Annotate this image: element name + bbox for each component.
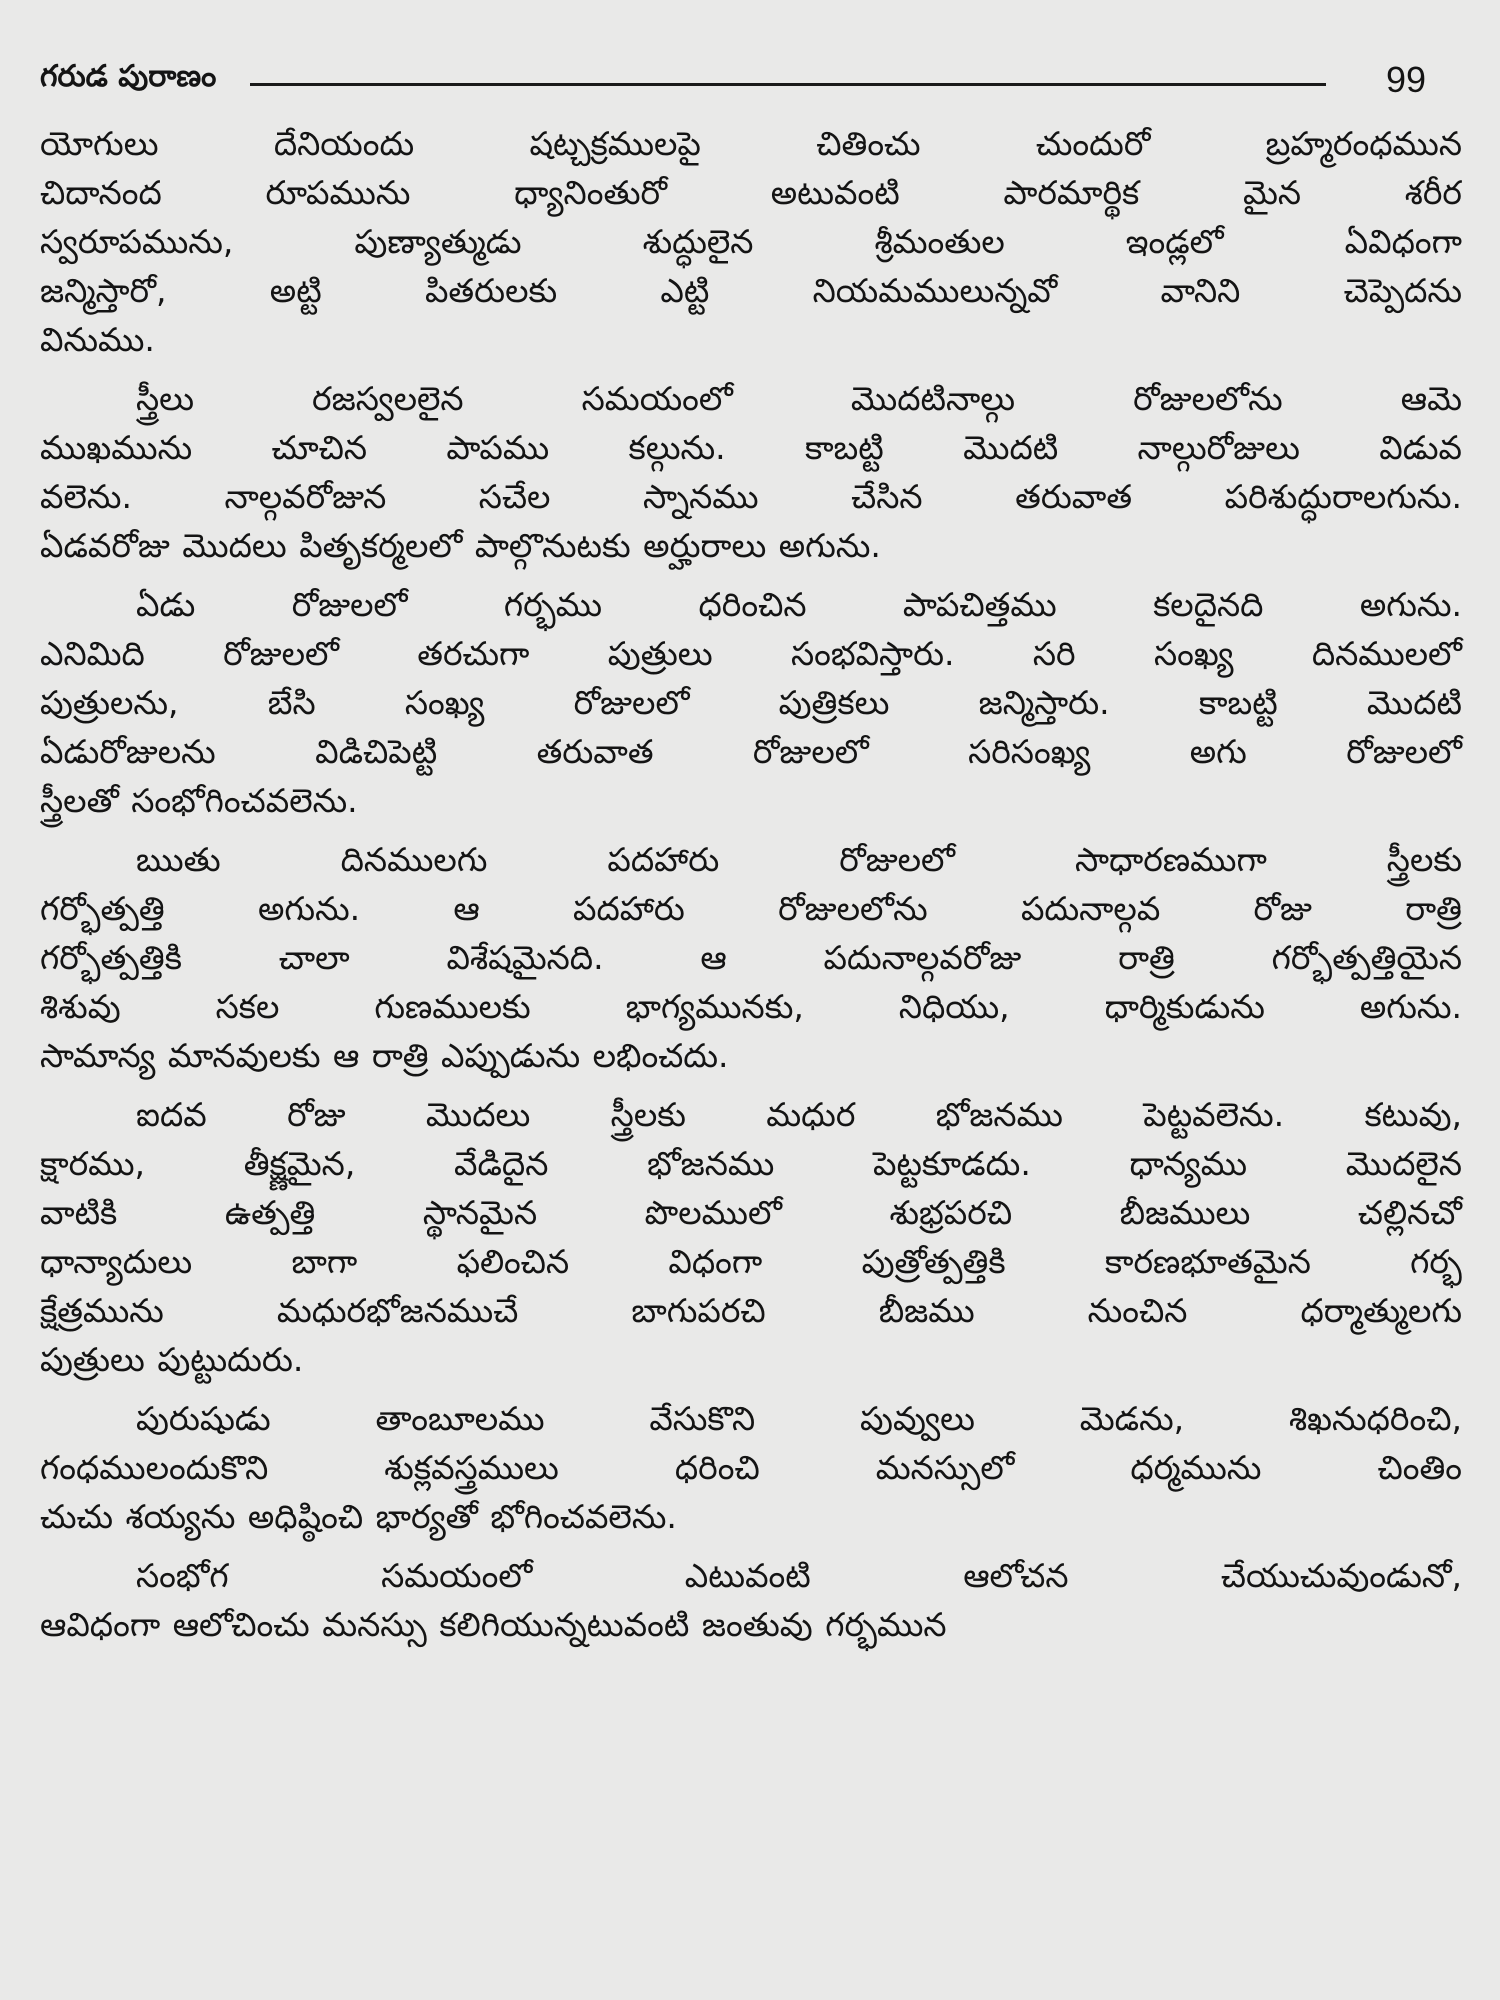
paragraph xyxy=(40,374,1462,570)
text-line: ధాన్యాదులు బాగా ఫలించిన విధంగా పుత్రోత్పత్తికి కారణభూతమైన గర్భ xyxy=(40,1242,1462,1281)
paragraph xyxy=(40,1394,1462,1541)
text-line: సామాన్య మానవులకు ఆ రాత్రి ఎప్పుడును లభించదు. xyxy=(40,1036,729,1075)
page-number: 99 xyxy=(1385,59,1426,100)
text-line: ఎనిమిది రోజులలో తరచుగా పుత్రులు సంభవిస్తారు. సరి సంఖ్య దినములలో xyxy=(40,634,1462,673)
text-line: పురుషుడు తాంబూలము వేసుకొని పువ్వులు మెడను, శిఖనుధరించి, xyxy=(136,1399,1462,1438)
text-line: శిశువు సకల గుణములకు భాగ్యమునకు, నిధియు, ధార్మికుడును అగును. xyxy=(40,987,1462,1026)
text-line: ముఖమును చూచిన పాపము కల్గును. కాబట్టి మొదటి నాల్గురోజులు విడువ xyxy=(40,428,1462,467)
paragraph xyxy=(40,119,1462,364)
text-line: స్వరూపమును, పుణ్యాత్ముడు శుద్ధులైన శ్రీమంతుల ఇండ్లలో ఏవిధంగా xyxy=(40,222,1462,261)
text-line: గర్భోత్పత్తి అగును. ఆ పదహారు రోజులలోను పదునాల్గవ రోజు రాత్రి xyxy=(40,889,1462,928)
text-line: క్షారము, తీక్ష్ణమైన, వేడిదైన భోజనము పెట్టకూడదు. ధాన్యము మొదలైన xyxy=(40,1144,1462,1183)
paragraph xyxy=(40,1090,1462,1384)
paragraph xyxy=(40,1551,1462,1649)
paragraph xyxy=(40,580,1462,825)
text-line: సంభోగ సమయంలో ఎటువంటి ఆలోచన చేయుచువుండునో, xyxy=(136,1556,1462,1595)
text-line: స్త్రీలు రజస్వలలైన సమయంలో మొదటినాల్గు రోజులలోను ఆమె xyxy=(136,379,1462,418)
text-line: చుచు శయ్యను అధిష్ఠించి భార్యతో భోగించవలెను. xyxy=(40,1497,677,1536)
header-rule xyxy=(250,83,1326,86)
text-line: వలెను. నాల్గవరోజున సచేల స్నానము చేసిన తరువాత పరిశుద్ధురాలగును. xyxy=(40,477,1462,516)
text-line: పుత్రులు పుట్టుదురు. xyxy=(40,1340,304,1379)
text-line: ఐదవ రోజు మొదలు స్త్రీలకు మధుర భోజనము పెట్టవలెను. కటువు, xyxy=(136,1095,1462,1134)
text-line: పుత్రులను, బేసి సంఖ్య రోజులలో పుత్రికలు జన్మిస్తారు. కాబట్టి మొదటి xyxy=(40,683,1462,722)
text-line: యోగులు దేనియందు షట్చక్రములపై చితించు చుందురో బ్రహ్మరంధమున xyxy=(40,124,1462,163)
text-line: వినుము. xyxy=(40,320,155,359)
text-line: గంధములందుకొని శుక్లవస్త్రములు ధరించి మనస్సులో ధర్మమును చింతిం xyxy=(40,1448,1462,1487)
text-line: వాటికి ఉత్పత్తి స్థానమైన పొలములో శుభ్రపరచి బీజములు చల్లినచో xyxy=(40,1193,1462,1232)
text-line: ఏడురోజులను విడిచిపెట్టి తరువాత రోజులలో సరిసంఖ్య అగు రోజులలో xyxy=(40,732,1462,771)
text-line: ఏడు రోజులలో గర్భము ధరించిన పాపచిత్తము కలదైనది అగును. xyxy=(136,585,1462,624)
text-line: క్షేత్రమును మధురభోజనముచే బాగుపరచి బీజము నుంచిన ధర్మాత్ములగు xyxy=(40,1291,1462,1330)
text-line: ఋతు దినములగు పదహారు రోజులలో సాధారణముగా స్త్రీలకు xyxy=(136,840,1462,879)
running-header xyxy=(40,45,1462,115)
text-line: స్త్రీలతో సంభోగించవలెను. xyxy=(40,781,358,820)
paragraph xyxy=(40,835,1462,1080)
page-body xyxy=(40,119,1462,1649)
text-line: గర్భోత్పత్తికి చాలా విశేషమైనది. ఆ పదునాల్గవరోజు రాత్రి గర్భోత్పత్తియైన xyxy=(40,938,1462,977)
text-line: ఆవిధంగా ఆలోచించు మనస్సు కలిగియున్నటువంటి జంతువు గర్భమున xyxy=(40,1605,947,1644)
text-line: చిదానంద రూపమును ధ్యానింతురో అటువంటి పారమార్థిక మైన శరీర xyxy=(40,173,1462,212)
text-line: ఏడవరోజు మొదలు పితృకర్మలలో పాల్గొనుటకు అర్హురాలు అగును. xyxy=(40,526,881,565)
text-line: జన్మిస్తారో, అట్టి పితరులకు ఎట్టి నియమములున్నవో వానిని చెప్పెదను xyxy=(40,271,1462,310)
book-title: గరుడ పురాణం xyxy=(40,59,217,94)
